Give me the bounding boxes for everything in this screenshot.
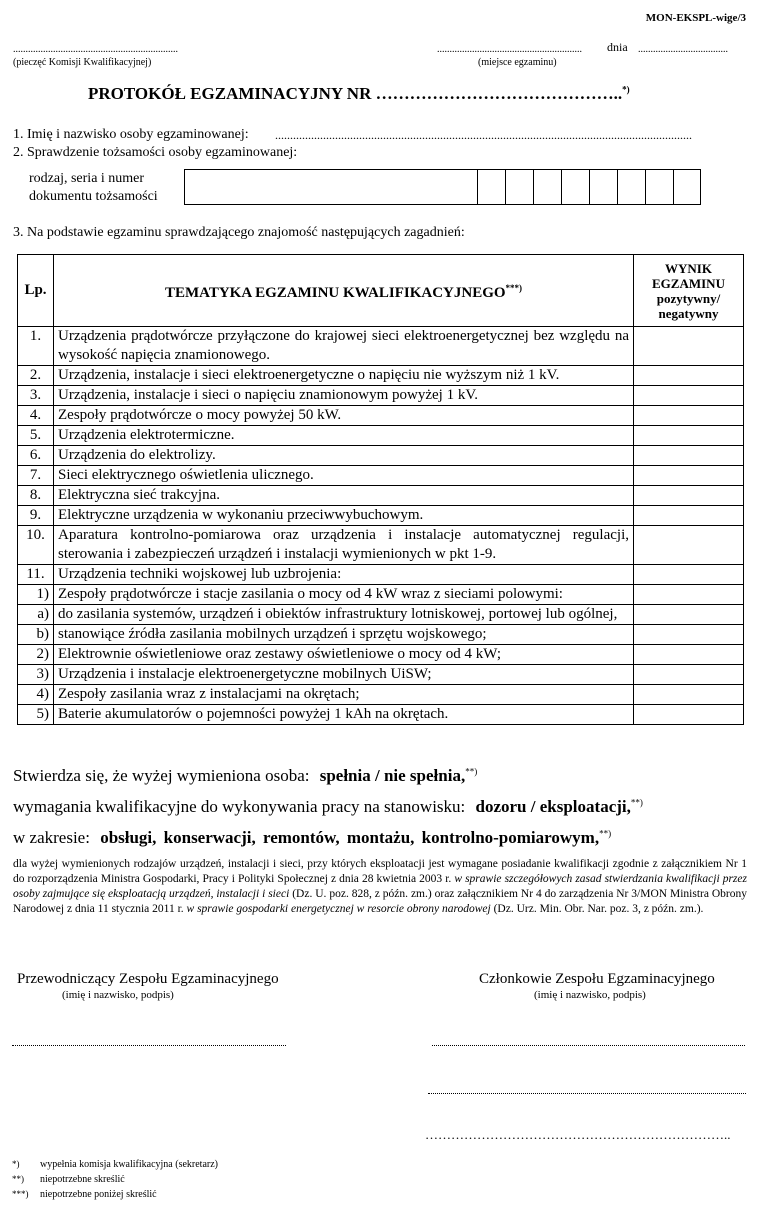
section-3-label: 3. Na podstawie egzaminu sprawdzającego znajomość następujących zagadnień: <box>13 225 465 240</box>
form-code: MON-EKSPL-wige/3 <box>645 12 746 24</box>
row-topic: stanowiące źródła zasilania mobilnych urządzeń i sprzętu wojskowego; <box>54 625 634 645</box>
row-topic: do zasilania systemów, urządzeń i obiektów infrastruktury lotniskowej, portowej lub ogólnej, <box>54 605 634 625</box>
row-number: 9. <box>18 506 54 526</box>
footnote-mark: *) <box>12 1159 20 1169</box>
footnote-item <box>12 1187 218 1202</box>
row-number: 7. <box>18 466 54 486</box>
row-number: 8. <box>18 486 54 506</box>
table-row <box>18 685 744 705</box>
member-signature-line-3[interactable]: …………………………………………………………….. <box>425 1127 731 1142</box>
row-number: 4) <box>18 685 54 705</box>
id-document-label-1: rodzaj, seria i numer <box>29 171 145 186</box>
table-row <box>18 386 744 406</box>
table-row <box>18 506 744 526</box>
statement-line-1-choice[interactable]: spełnia / nie spełnia, <box>319 766 466 785</box>
row-number: 5. <box>18 426 54 446</box>
chair-title: Przewodniczący Zespołu Egzaminacyjnego <box>17 971 279 987</box>
table-row <box>18 466 744 486</box>
row-number: 2. <box>18 366 54 386</box>
row-number: 10. <box>18 526 54 565</box>
row-topic: Aparatura kontrolno-pomiarowa oraz urządzenia i instalacje automatycznej regulacji, sterowania i zabezpieczeń urządzeń i instalacji wymienionych w pkt 1-9. <box>54 526 634 565</box>
row-topic: Elektryczne urządzenia w wykonaniu przeciwwybuchowym. <box>54 506 634 526</box>
id-document-grid[interactable] <box>184 169 701 205</box>
row-topic: Urządzenia elektrotermiczne. <box>54 426 634 446</box>
table-row <box>18 625 744 645</box>
statement-line-3 <box>13 828 611 848</box>
table-row <box>18 486 744 506</box>
row-number: 1. <box>18 327 54 366</box>
date-dots: .................................... <box>638 44 728 55</box>
footnote-item <box>12 1172 218 1187</box>
statement-line-3-choice[interactable]: obsługi, konserwacji, remontów, montażu, kontrolno-pomiarowym, <box>100 828 600 847</box>
col-header-lp: Lp. <box>18 255 54 327</box>
footnote-text: niepotrzebne skreślić <box>40 1174 125 1185</box>
page-title <box>88 84 630 104</box>
id-document-cell[interactable] <box>478 170 506 205</box>
id-document-cell[interactable] <box>590 170 618 205</box>
row-number: b) <box>18 625 54 645</box>
table-row <box>18 366 744 386</box>
row-number: 3) <box>18 665 54 685</box>
col-header-topic <box>54 255 634 327</box>
col-header-result-4: negatywny <box>658 305 719 321</box>
row-result-cell[interactable] <box>634 605 744 625</box>
col-header-result-1: WYNIK <box>665 260 712 276</box>
footnotes <box>12 1157 218 1202</box>
row-result-cell[interactable] <box>634 526 744 565</box>
legal-basis-part-4: w sprawie gospodarki energetycznej w resorcie obrony narodowej <box>186 903 491 915</box>
row-result-cell[interactable] <box>634 426 744 446</box>
row-topic: Urządzenia, instalacje i sieci elektroenergetyczne o napięciu nie wyższym niż 1 kV. <box>54 366 634 386</box>
row-result-cell[interactable] <box>634 705 744 725</box>
row-result-cell[interactable] <box>634 366 744 386</box>
statement-line-2 <box>13 797 643 817</box>
statement-line-3-sup: **) <box>599 828 612 839</box>
legal-basis-part-1: dla wyżej wymienionych rodzajów urządzeń, instalacji i sieci, przy których eksploatacji jest wymagane posiadanie kwalifikacji zgodnie z załącznikiem Nr 1 do rozporządzenia Ministra Gospodarki, Pracy i Polityki Społecznej z dnia 28 kwietnia 2003 r. <box>13 858 747 885</box>
footnote-text: niepotrzebne poniżej skreślić <box>40 1189 157 1200</box>
row-number: a) <box>18 605 54 625</box>
row-result-cell[interactable] <box>634 565 744 585</box>
row-number: 2) <box>18 645 54 665</box>
stamp-dots: .................................................................. <box>13 44 178 55</box>
table-row <box>18 605 744 625</box>
exam-topics-table <box>17 254 744 725</box>
section-1-label: 1. Imię i nazwisko osoby egzaminowanej: <box>13 127 249 142</box>
row-topic: Elektrownie oświetleniowe oraz zestawy oświetleniowe o mocy od 4 kW; <box>54 645 634 665</box>
table-row <box>18 327 744 366</box>
row-result-cell[interactable] <box>634 446 744 466</box>
footnote-item <box>12 1157 218 1172</box>
row-result-cell[interactable] <box>634 665 744 685</box>
statement-line-1-text: Stwierdza się, że wyżej wymieniona osoba: <box>13 766 310 785</box>
row-result-cell[interactable] <box>634 486 744 506</box>
legal-basis-part-3: (Dz. U. poz. 828, z późn. zm.) oraz załącznikiem Nr 4 do zarządzenia Nr 3/MON Ministra Obrony Narodowej z dnia 11 stycznia 2011 r. <box>13 888 747 915</box>
table-row <box>18 585 744 605</box>
footnote-mark: **) <box>12 1174 24 1184</box>
col-header-result-2: EGZAMINU <box>652 275 725 291</box>
row-result-cell[interactable] <box>634 506 744 526</box>
row-topic: Zespoły prądotwórcze o mocy powyżej 50 kW. <box>54 406 634 426</box>
table-row <box>18 526 744 565</box>
place-dots: .......................................................... <box>437 44 582 55</box>
id-document-cell[interactable] <box>646 170 674 205</box>
statement-line-3-text: w zakresie: <box>13 828 90 847</box>
chair-signature-line[interactable] <box>12 1044 286 1046</box>
date-label: dnia <box>607 40 628 54</box>
row-number: 1) <box>18 585 54 605</box>
id-document-cell[interactable] <box>618 170 646 205</box>
statement-line-2-sup: **) <box>630 797 643 808</box>
row-topic: Zespoły prądotwórcze i stacje zasilania o mocy od 4 kW wraz z sieciami polowymi: <box>54 585 634 605</box>
row-number: 11. <box>18 565 54 585</box>
table-row <box>18 446 744 466</box>
row-topic: Urządzenia do elektrolizy. <box>54 446 634 466</box>
row-result-cell[interactable] <box>634 685 744 705</box>
statement-line-2-text: wymagania kwalifikacyjne do wykonywania pracy na stanowisku: <box>13 797 466 816</box>
row-topic: Urządzenia, instalacje i sieci o napięciu znamionowym powyżej 1 kV. <box>54 386 634 406</box>
row-result-cell[interactable] <box>634 406 744 426</box>
statement-line-1-sup: **) <box>465 766 478 777</box>
row-topic: Urządzenia techniki wojskowej lub uzbrojenia: <box>54 565 634 585</box>
members-title: Członkowie Zespołu Egzaminacyjnego <box>479 971 715 987</box>
page-title-text: PROTOKÓŁ EGZAMINACYJNY NR …………………………………….. <box>88 84 623 103</box>
members-subtitle: (imię i nazwisko, podpis) <box>534 989 646 1001</box>
legal-basis-paragraph <box>13 857 747 917</box>
footnote-mark: ***) <box>12 1189 29 1199</box>
col-header-result <box>634 255 744 327</box>
row-result-cell[interactable] <box>634 386 744 406</box>
row-topic: Baterie akumulatorów o pojemności powyżej 1 kAh na okrętach. <box>54 705 634 725</box>
row-number: 3. <box>18 386 54 406</box>
row-result-cell[interactable] <box>634 625 744 645</box>
section-1-dots[interactable]: ........................................................................................................................................... <box>275 128 692 142</box>
col-header-topic-sup: ***) <box>505 282 523 293</box>
table-row <box>18 565 744 585</box>
col-header-topic-text: TEMATYKA EGZAMINU KWALIFIKACYJNEGO <box>164 284 506 301</box>
row-topic: Elektryczna sieć trakcyjna. <box>54 486 634 506</box>
col-header-result-3: pozytywny/ <box>656 290 721 306</box>
stamp-label: (pieczęć Komisji Kwalifikacyjnej) <box>13 57 152 68</box>
member-signature-line-2[interactable] <box>428 1092 746 1094</box>
legal-basis-part-2: w sprawie szczegółowych zasad stwierdzania kwalifikacji przez osoby zajmujące się eksploatacją urządzeń, instalacji i sieci <box>13 873 747 900</box>
id-document-cell[interactable] <box>506 170 534 205</box>
statement-line-1 <box>13 766 477 786</box>
table-row <box>18 645 744 665</box>
row-number: 5) <box>18 705 54 725</box>
page-title-sup: *) <box>622 84 630 95</box>
row-topic: Urządzenia prądotwórcze przyłączone do krajowej sieci elektroenergetycznej bez względu na wysokość napięcia znamionowego. <box>54 327 634 366</box>
legal-basis-part-5: (Dz. Urz. Min. Obr. Nar. poz. 3, z późn. zm.). <box>493 903 704 915</box>
row-result-cell[interactable] <box>634 645 744 665</box>
row-topic: Zespoły zasilania wraz z instalacjami na okrętach; <box>54 685 634 705</box>
id-document-cell[interactable] <box>534 170 562 205</box>
id-document-label-2: dokumentu tożsamości <box>29 189 158 204</box>
place-label: (miejsce egzaminu) <box>478 57 557 68</box>
row-result-cell[interactable] <box>634 466 744 486</box>
row-number: 4. <box>18 406 54 426</box>
chair-subtitle: (imię i nazwisko, podpis) <box>62 989 174 1001</box>
row-topic: Sieci elektrycznego oświetlenia ulicznego. <box>54 466 634 486</box>
row-topic: Urządzenia i instalacje elektroenergetyczne mobilnych UiSW; <box>54 665 634 685</box>
row-result-cell[interactable] <box>634 327 744 366</box>
row-number: 6. <box>18 446 54 466</box>
row-result-cell[interactable] <box>634 585 744 605</box>
table-row <box>18 665 744 685</box>
id-document-cell[interactable] <box>562 170 590 205</box>
table-row <box>18 426 744 446</box>
table-row <box>18 705 744 725</box>
statement-line-2-choice[interactable]: dozoru / eksploatacji, <box>475 797 631 816</box>
table-row <box>18 406 744 426</box>
id-document-cell[interactable] <box>674 170 701 205</box>
section-2-label: 2. Sprawdzenie tożsamości osoby egzaminowanej: <box>13 145 298 160</box>
id-document-cell[interactable] <box>185 170 478 205</box>
footnote-text: wypełnia komisja kwalifikacyjna (sekretarz) <box>40 1159 218 1170</box>
member-signature-line-1[interactable] <box>432 1044 745 1046</box>
